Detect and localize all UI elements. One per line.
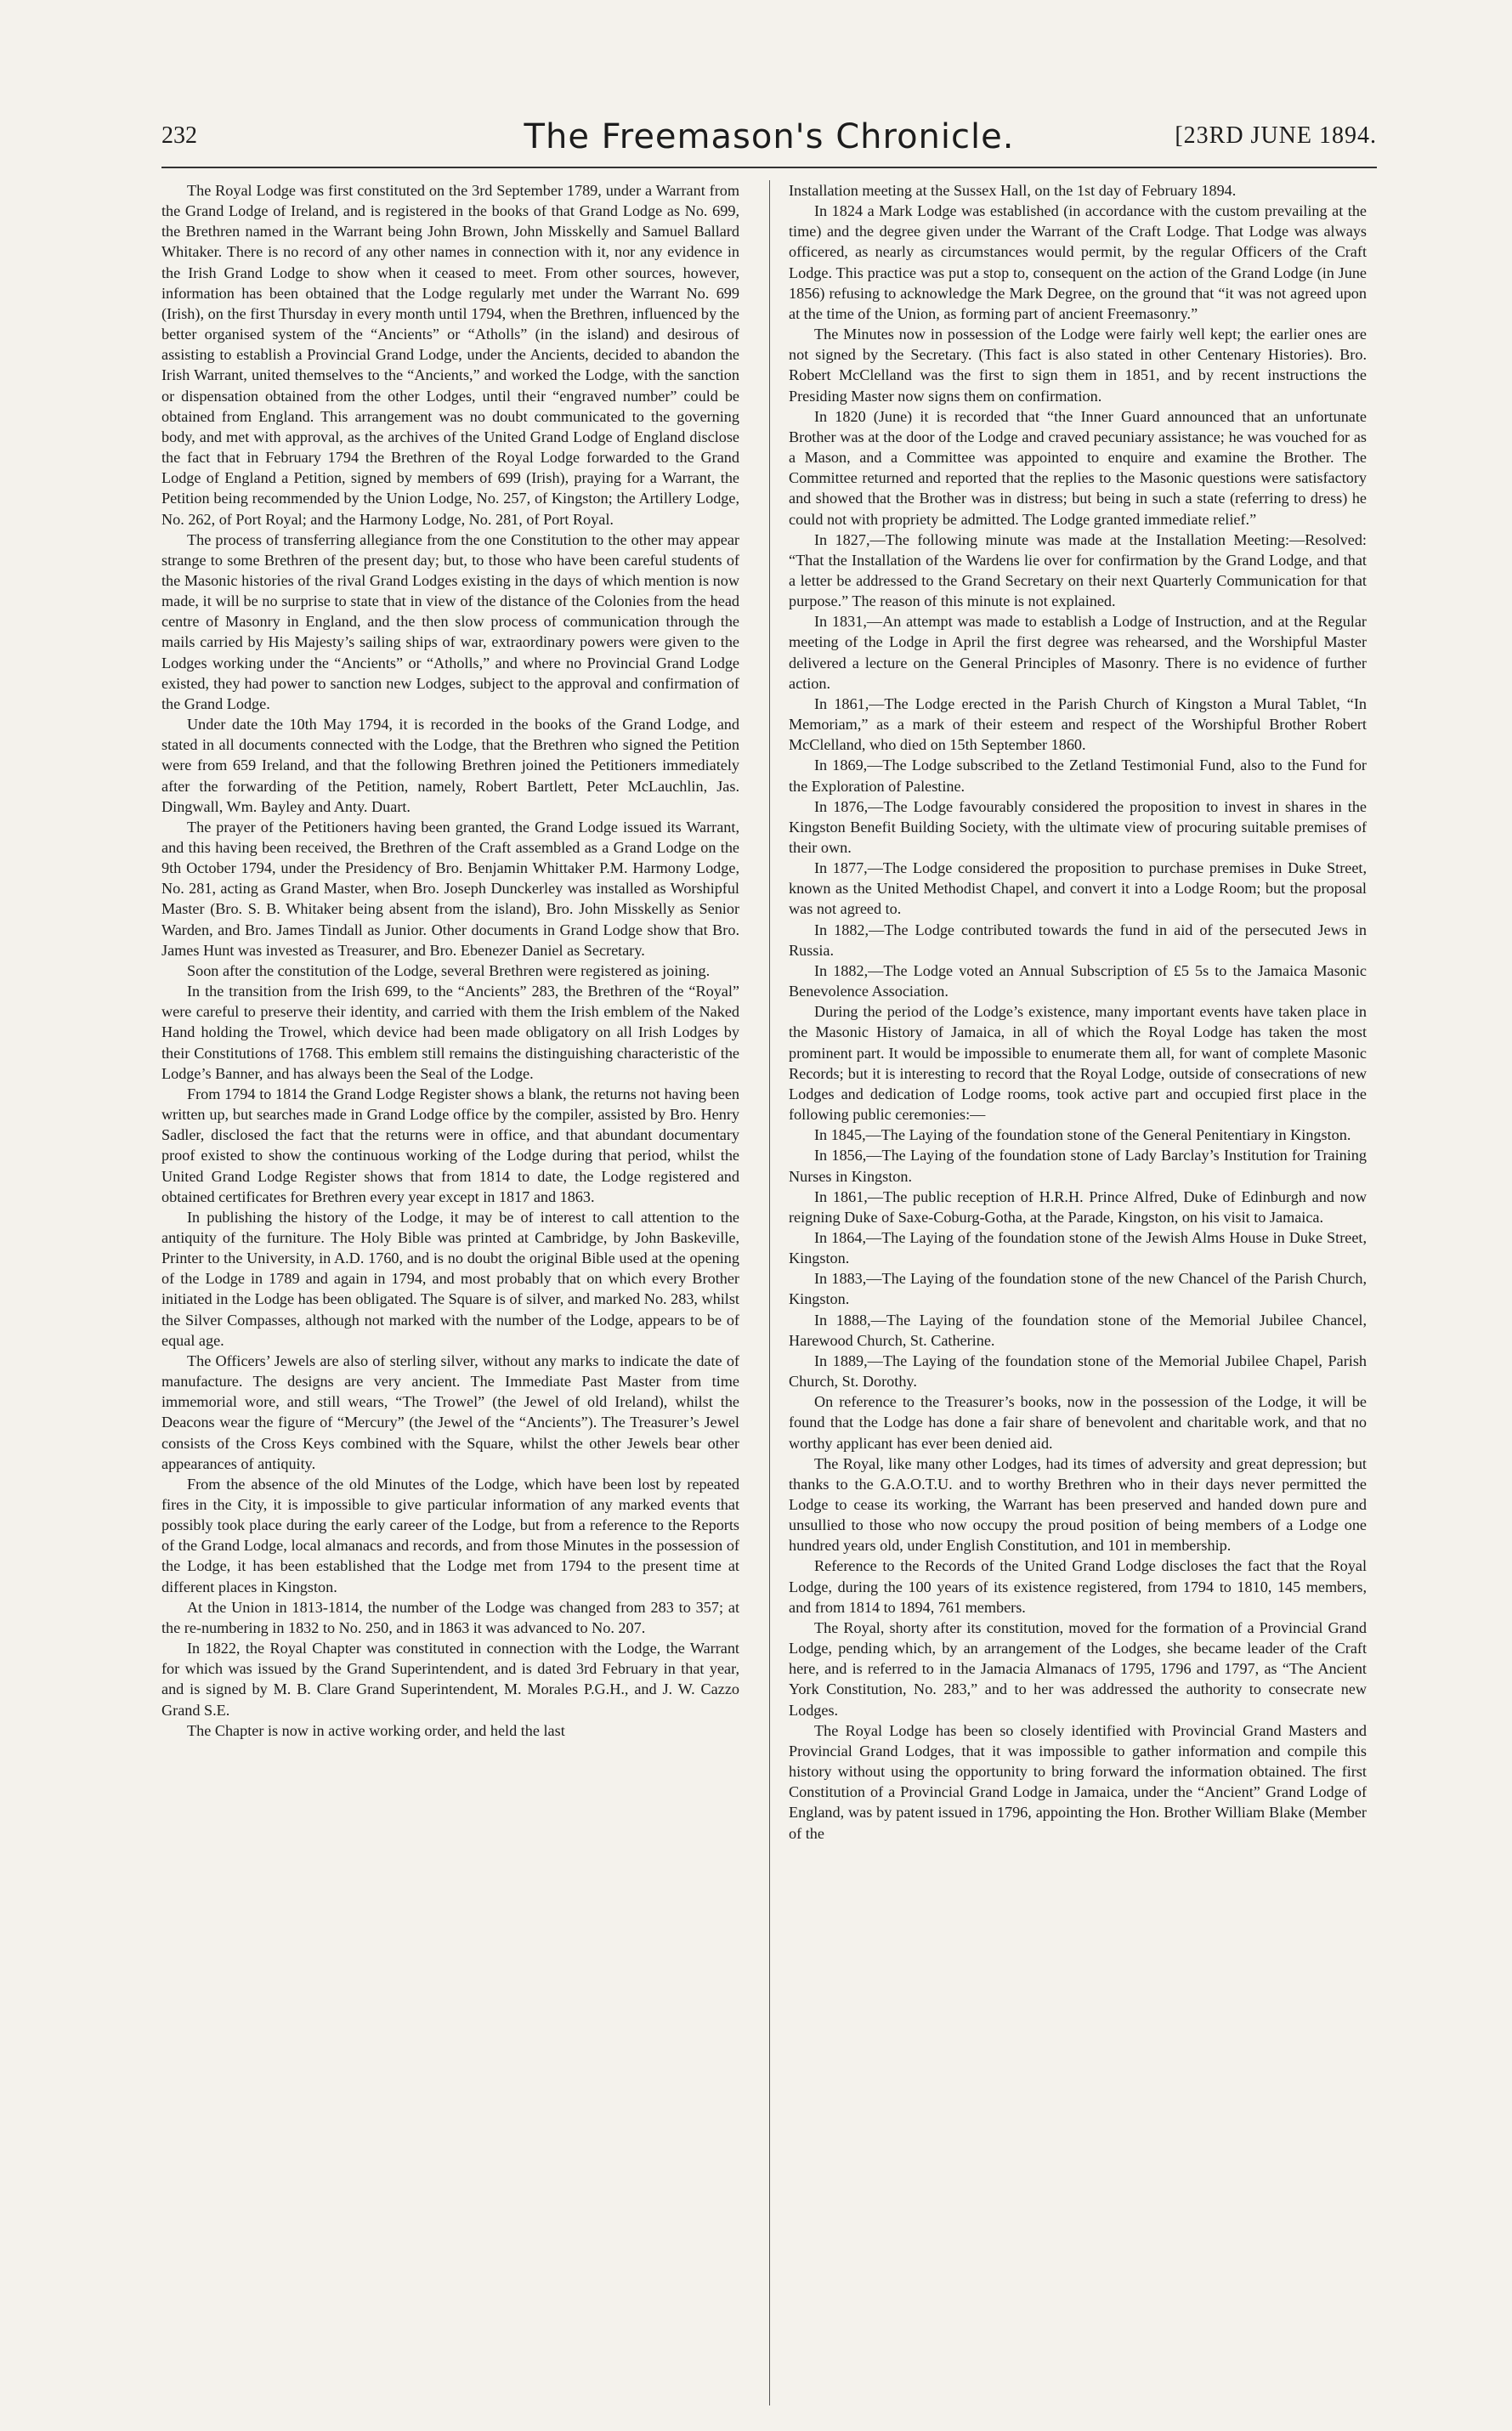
paragraph: In 1861,—The public reception of H.R.H. Prince Alfred, Duke of Edinburgh and now reigning Duke of Saxe-Coburg-Gotha, at the Parade, Kingston, on his visit to Jamaica. (789, 1187, 1367, 1226)
paragraph: In 1888,—The Laying of the foundation stone of the Memorial Jubilee Chancel, Harewood Church, St. Catherine. (789, 1311, 1367, 1349)
paragraph: The process of transferring allegiance from the one Constitution to the other may appear strange to some Brethren of the present day; but, to those who have been careful students of the Masonic histories of the rival Grand Lodges existing in the days of which mention is now made, it will be no surprise to state that in view of the distance of the Colonies from the head centre of Masonry in England, and the then slow process of communication through the mails carried by His Majesty’s sailing ships of war, extraordinary powers were given to the Lodges working under the “Ancients” or “Atholls,” and where no Provincial Grand Lodge existed, they had power to sanction new Lodges, subject to the approval and confirmation of the Grand Lodge. (161, 530, 739, 712)
paragraph: Reference to the Records of the United Grand Lodge discloses the fact that the Royal Lodge, during the 100 years of its existence registered, from 1794 to 1810, 145 members, and from 1814 to 1894, 761 members. (789, 1557, 1367, 1616)
page-number: 232 (161, 122, 197, 149)
right-column (789, 180, 1367, 2416)
paragraph: The Chapter is now in active working order, and held the last (187, 1721, 565, 1739)
paragraph: In 1845,—The Laying of the foundation stone of the General Penitentiary in Kingston. (814, 1126, 1351, 1144)
paragraph: In 1831,—An attempt was made to establish a Lodge of Instruction, and at the Regular meeting of the Lodge in April the first degree was rehearsed, and the Worshipful Master delivered a lecture on the General Principles of Masonry. There is no evidence of further action. (789, 613, 1367, 692)
paragraph: The Royal Lodge was first constituted on the 3rd September 1789, under a Warrant from the Grand Lodge of Ireland, and is registered in the books of that Grand Lodge as No. 699, the Brethren named in the Warrant being John Brown, John Misskelly and Samuel Ballard Whitaker. There is no record of any other names in connection with it, nor any evidence in the Irish Grand Lodge to show when it ceased to meet. From other sources, however, information has been obtained that the Lodge regularly met under the Warrant No. 699 (Irish), on the first Thursday in every month until 1794, when the Brethren, influenced by the better organised system of the “Ancients” or “Atholls” (in the island) and desirous of assisting to establish a Provincial Grand Lodge, under the Ancients, decided to abandon the Irish Warrant, united themselves to the “Ancients,” and worked the Lodge, with the sanction or dispensation obtained from the other Lodges, until their “engraved number” could be obtained from England. This arrangement was no doubt communicated to the governing body, and met with approval, as the archives of the United Grand Lodge of England disclose the fact that in February 1794 the Brethren of the Royal Lodge forwarded to the Grand Lodge of England a Petition, signed by members of 699 (Irish), praying for a Warrant, the Petition being recommended by the Union Lodge, No. 257, of Kingston; the Artillery Lodge, No. 262, of Port Royal; and the Harmony Lodge, No. 281, of Port Royal. (161, 182, 739, 528)
paragraph: In 1856,—The Laying of the foundation stone of Lady Barclay’s Institution for Training Nurses in Kingston. (789, 1147, 1367, 1185)
paragraph: Under date the 10th May 1794, it is recorded in the books of the Grand Lodge, and stated in all documents connected with the Lodge, that the Brethren who signed the Petition were from 659 Ireland, and that the following Brethren joined the Petitioners immediately after the forwarding of the Petition, namely, Robert Bartlett, Peter McLauchlin, Jas. Dingwall, Wm. Bayley and Anty. Duart. (161, 716, 739, 815)
paragraph: At the Union in 1813-1814, the number of the Lodge was changed from 283 to 357; at the re-numbering in 1832 to No. 250, and in 1863 it was advanced to No. 207. (161, 1598, 739, 1636)
page-header (161, 117, 1377, 160)
paragraph: In 1864,—The Laying of the foundation stone of the Jewish Alms House in Duke Street, Kingston. (789, 1228, 1367, 1267)
paragraph: The Royal, like many other Lodges, had its times of adversity and great depression; but thanks to the G.A.O.T.U. and to worthy Brethren who in their days never permitted the Lodge to cease its working, the Warrant has been preserved and handed down pure and unsullied to those who now occupy the proud position of being members of a Lodge one hundred years old, under English Constitution, and 101 in membership. (789, 1454, 1367, 1555)
paragraph: From 1794 to 1814 the Grand Lodge Register shows a blank, the returns not having been written up, but searches made in Grand Lodge office by the compiler, assisted by Bro. Henry Sadler, disclosed the fact that the returns were in office, and that abundant documentary proof existed to show the continuous working of the Lodge during that period, whilst the United Grand Lodge Register shows that from 1814 to date, the Lodge registered and obtained certificates for Brethren every year except in 1817 and 1863. (161, 1085, 739, 1205)
paragraph: During the period of the Lodge’s existence, many important events have taken place in the Masonic History of Jamaica, in all of which the Royal Lodge has taken the most prominent part. It would be impossible to enumerate them all, for want of complete Masonic Records; but it is interesting to record that the Royal Lodge, outside of consecrations of new Lodges and dedication of Lodge rooms, took active part and occupied first place in the following public ceremonies:— (789, 1003, 1367, 1124)
paragraph: Installation meeting at the Sussex Hall, on the 1st day of February 1894. (789, 182, 1237, 199)
paragraph: In 1882,—The Lodge voted an Annual Subscription of £5 5s to the Jamaica Masonic Benevolence Association. (789, 961, 1367, 1000)
paragraph: In 1824 a Mark Lodge was established (in accordance with the custom prevailing at the time) and the degree given under the Warrant of the Craft Lodge. That Lodge was always officered, as nearly as circumstances would permit, by the regular Officers of the Craft Lodge. This practice was put a stop to, consequent on the action of the Grand Lodge (in June 1856) refusing to acknowledge the Mark Degree, on the ground that “it was not agreed upon at the time of the Union, as forming part of ancient Freemasonry.” (789, 202, 1367, 322)
paragraph: In 1889,—The Laying of the foundation stone of the Memorial Jubilee Chapel, Parish Church, St. Dorothy. (789, 1352, 1367, 1391)
column-divider (769, 180, 770, 2406)
paragraph: In 1883,—The Laying of the foundation stone of the new Chancel of the Parish Church, Kingston. (789, 1270, 1367, 1308)
paragraph: The Officers’ Jewels are also of sterling silver, without any marks to indicate the date of manufacture. The designs are very ancient. The Immediate Past Master from time immemorial wore, and still wears, “The Trowel” (the Jewel of old Ireland), whilst the Deacons wear the figure of “Mercury” (the Jewel of the “Ancients”). The Treasurer’s Jewel consists of the Cross Keys combined with the Square, whilst the other Jewels bear other appearances of antiquity. (161, 1352, 739, 1472)
paragraph: In 1820 (June) it is recorded that “the Inner Guard announced that an unfortunate Brother was at the door of the Lodge and craved pecuniary assistance; he was vouched for as a Mason, and a Committee was appointed to enquire and examine the Brother. The Committee returned and reported that the replies to the Masonic questions were satisfactory and showed that the Brother was in distress; but being in such a state (referring to dress) he could not with propriety be admitted. The Lodge granted immediate relief.” (789, 407, 1367, 528)
left-column (161, 180, 739, 2416)
paragraph: In 1882,—The Lodge contributed towards the fund in aid of the persecuted Jews in Russia. (789, 921, 1367, 959)
paragraph: In publishing the history of the Lodge, it may be of interest to call attention to the antiquity of the furniture. The Holy Bible was printed at Cambridge, by John Baskeville, Printer to the University, in A.D. 1760, and is no doubt the original Bible used at the opening of the Lodge in 1789 and again in 1794, and most probably that on which every Brother initiated in the Lodge has been obligated. The Square is of silver, and marked No. 283, whilst the Silver Compasses, although not marked with the number of the Lodge, appears to be of equal age. (161, 1208, 739, 1349)
issue-date: [23RD JUNE 1894. (1175, 122, 1377, 149)
paragraph: On reference to the Treasurer’s books, now in the possession of the Lodge, it will be found that the Lodge has done a fair share of benevolent and charitable work, and that no worthy applicant has ever been denied aid. (789, 1393, 1367, 1452)
paragraph: In 1861,—The Lodge erected in the Parish Church of Kingston a Mural Tablet, “In Memoriam,” as a mark of their esteem and respect of the Worshipful Brother Robert McClelland, who died on 15th September 1860. (789, 694, 1367, 754)
paragraph: The Royal Lodge has been so closely identified with Provincial Grand Masters and Provincial Grand Lodges, that it was impossible to gather information and compile this history without using the opportunity to bring forward the information obtained. The first Constitution of a Provincial Grand Lodge in Jamaica, under the “Ancient” Grand Lodge of England, was by patent issued in 1796, appointing the Hon. Brother William Blake (Member of the (789, 1721, 1367, 1842)
paragraph: In 1869,—The Lodge subscribed to the Zetland Testimonial Fund, also to the Fund for the Exploration of Palestine. (789, 756, 1367, 795)
paragraph: From the absence of the old Minutes of the Lodge, which have been lost by repeated fires in the City, it is impossible to give particular information of any marked events that possibly took place during the early career of the Lodge, but from a reference to the Reports of the Grand Lodge, local almanacs and records, and from those Minutes in the possession of the Lodge, it has been established that the Lodge met from 1794 to the present time at different places in Kingston. (161, 1475, 739, 1595)
paragraph: The Minutes now in possession of the Lodge were fairly well kept; the earlier ones are not signed by the Secretary. (This fact is also stated in other Centenary Histories). Bro. Robert McClelland was the first to sign them in 1851, and by recent instructions the Presiding Master now signs them on confirmation. (789, 326, 1367, 405)
paragraph: In 1876,—The Lodge favourably considered the proposition to invest in shares in the Kingston Benefit Building Society, with the ultimate view of procuring suitable premises of their own. (789, 797, 1367, 856)
paragraph: Soon after the constitution of the Lodge, several Brethren were registered as joining. (187, 961, 711, 979)
header-rule (161, 167, 1377, 168)
paragraph: The prayer of the Petitioners having been granted, the Grand Lodge issued its Warrant, and this having been received, the Brethren of the Craft assembled as a Grand Lodge on the 9th October 1794, under the Presidency of Bro. Benjamin Whittaker P.M. Harmony Lodge, No. 281, acting as Grand Master, when Bro. Joseph Dunckerley was installed as Worshipful Master (Bro. S. B. Whitaker being absent from the island), Bro. John Misskelly as Senior Warden, and Bro. James Tindall as Junior. Other documents in Grand Lodge show that Bro. James Hunt was invested as Treasurer, and Bro. Ebenezer Daniel as Secretary. (161, 818, 739, 959)
paragraph: In the transition from the Irish 699, to the “Ancients” 283, the Brethren of the “Royal” were careful to preserve their identity, and carried with them the Irish emblem of the Naked Hand holding the Trowel, which device had been made obligatory on all Irish Lodges by their Constitutions of 1768. This emblem still remains the distinguishing characteristic of the Lodge’s Banner, and has always been the Seal of the Lodge. (161, 983, 739, 1082)
paragraph: In 1877,—The Lodge considered the proposition to purchase premises in Duke Street, known as the United Methodist Chapel, and convert it into a Lodge Room; but the proposal was not agreed to. (789, 859, 1367, 918)
paragraph: In 1822, the Royal Chapter was constituted in connection with the Lodge, the Warrant for which was issued by the Grand Superintendent, and is dated 3rd February in that year, and is signed by M. B. Clare Grand Superintendent, M. Morales P.G.H., and J. W. Cazzo Grand S.E. (161, 1640, 739, 1719)
paragraph: The Royal, shorty after its constitution, moved for the formation of a Provincial Grand Lodge, pending which, by an arrangement of the Lodges, she became leader of the Craft here, and is referred to in the Jamacia Almanacs of 1795, 1796 and 1797, as “The Ancient York Constitution, No. 283,” and to her was addressed the authority to consecrate new Lodges. (789, 1618, 1367, 1719)
masthead-title: The Freemason's Chronicle. (524, 117, 1015, 156)
paragraph: In 1827,—The following minute was made at the Installation Meeting:—Resolved: “That the Installation of the Wardens lie over for confirmation by the Grand Lodge, and that a letter be addressed to the Grand Secretary on their next Quarterly Communication for that purpose.” The reason of this minute is not explained. (789, 530, 1367, 610)
